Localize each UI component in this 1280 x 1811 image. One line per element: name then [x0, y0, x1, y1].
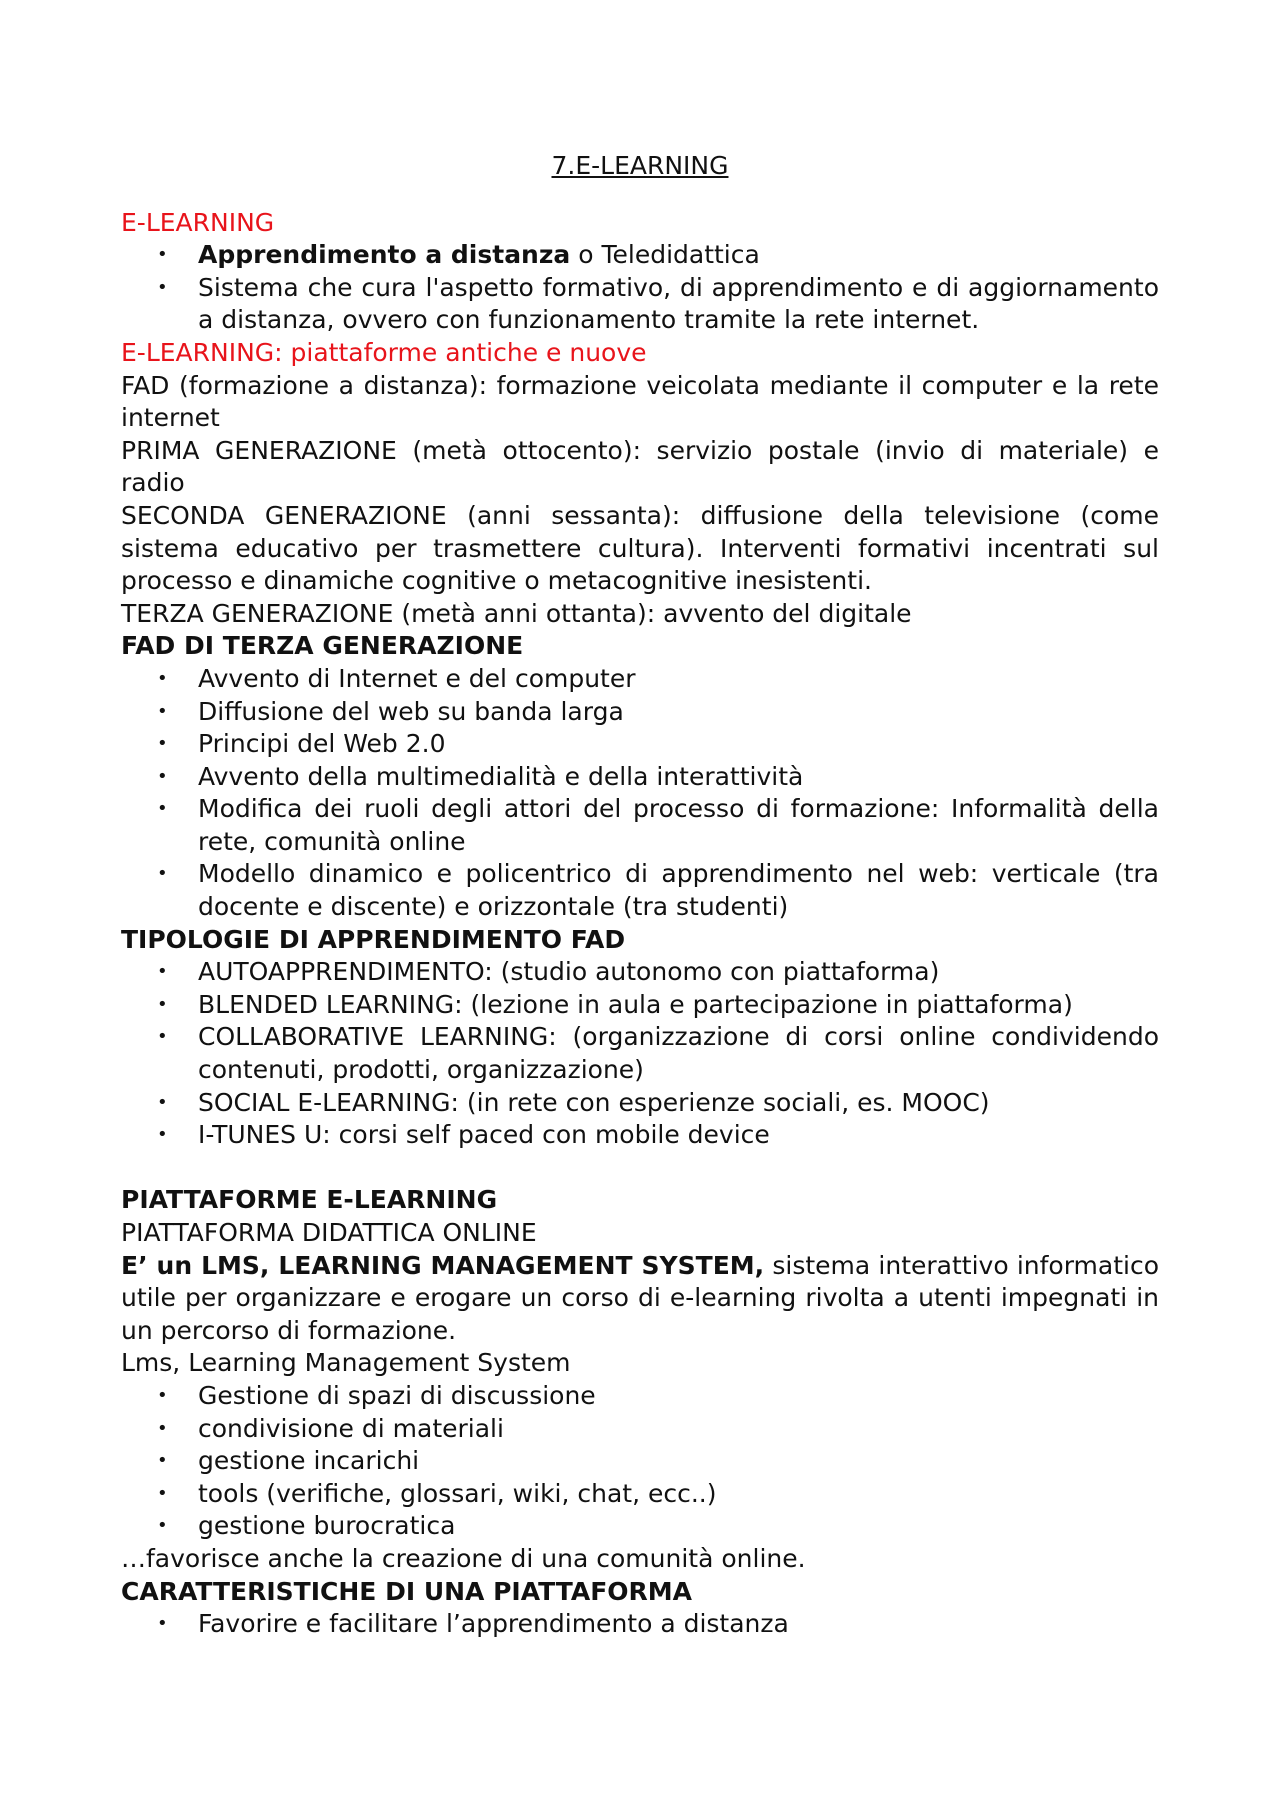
list-item: • Modello dinamico e policentrico di apprendimento nel web: verticale (tra docente e discente) e orizzontale (tra studenti) — [121, 858, 1159, 923]
list-item: • Sistema che cura l'aspetto formativo, di apprendimento e di aggiornamento a distanza, ovvero con funzionamento tramite la rete internet. — [121, 272, 1159, 337]
list-item: • Avvento di Internet e del computer — [121, 663, 1159, 696]
paragraph-closing: …favorisce anche la creazione di una comunità online. — [121, 1543, 806, 1573]
list-item: • Principi del Web 2.0 — [121, 728, 1159, 761]
list-item: • gestione burocratica — [121, 1510, 1159, 1543]
paragraph-lms — [121, 1250, 1159, 1348]
list-item: • Favorire e facilitare l’apprendimento a distanza — [121, 1608, 1159, 1641]
section-heading-fad-terza: FAD DI TERZA GENERAZIONE — [121, 631, 524, 661]
list-item: • Modifica dei ruoli degli attori del processo di formazione: Informalità della rete, comunità online — [121, 793, 1159, 858]
tipologie-list — [121, 956, 1159, 1152]
blank-line — [121, 1152, 1159, 1185]
list-item: • BLENDED LEARNING: (lezione in aula e partecipazione in piattaforma) — [121, 989, 1159, 1022]
section-heading-piattaforme: PIATTAFORME E-LEARNING — [121, 1185, 498, 1215]
paragraph-seconda-generazione: SECONDA GENERAZIONE (anni sessanta): diffusione della televisione (come sistema educativo per trasmettere cultura). Interventi formativi incentrati sul processo e dinamiche cognitive o metacognitive inesistenti. — [121, 500, 1159, 596]
subheading-piattaforma-didattica: PIATTAFORMA DIDATTICA ONLINE — [121, 1218, 537, 1247]
section-heading-tipologie: TIPOLOGIE DI APPRENDIMENTO FAD — [121, 924, 626, 954]
list-item: • Diffusione del web su banda larga — [121, 696, 1159, 729]
list-item: • gestione incarichi — [121, 1445, 1159, 1478]
bold-term: Apprendimento a distanza — [198, 240, 571, 270]
paragraph-text: sistema interattivo informatico utile per organizzare e erogare un corso di e-learning rivolta a utenti impegnati in un percorso di formazione. — [121, 1250, 1160, 1345]
item-text: o Teledidattica — [570, 240, 760, 270]
list-item: • Gestione di spazi di discussione — [121, 1380, 1159, 1413]
page-title: 7.E-LEARNING — [551, 151, 729, 180]
list-item: • condivisione di materiali — [121, 1413, 1159, 1446]
fad-terza-list — [121, 663, 1159, 924]
paragraph-terza-generazione: TERZA GENERAZIONE (metà anni ottanta): avvento del digitale — [121, 598, 912, 628]
paragraph-lms-line: Lms, Learning Management System — [121, 1348, 571, 1378]
bold-term: E’ un LMS, LEARNING MANAGEMENT SYSTEM, — [121, 1250, 765, 1280]
list-item: • I-TUNES U: corsi self paced con mobile device — [121, 1119, 1159, 1152]
caratteristiche-list — [121, 1608, 1159, 1641]
section-heading-elearning: E-LEARNING — [121, 207, 275, 237]
list-item: • tools (verifiche, glossari, wiki, chat, ecc..) — [121, 1478, 1159, 1511]
lms-features-list — [121, 1380, 1159, 1543]
paragraph-prima-generazione: PRIMA GENERAZIONE (metà ottocento): servizio postale (invio di materiale) e radio — [121, 435, 1159, 498]
list-item: • SOCIAL E-LEARNING: (in rete con esperienze sociali, es. MOOC) — [121, 1087, 1159, 1120]
list-item: • AUTOAPPRENDIMENTO: (studio autonomo con piattaforma) — [121, 956, 1159, 989]
paragraph-fad: FAD (formazione a distanza): formazione veicolata mediante il computer e la rete internet — [121, 370, 1159, 433]
section-heading-platforms: E-LEARNING: piattaforme antiche e nuove — [121, 337, 647, 367]
list-item: • Avvento della multimedialità e della interattività — [121, 761, 1159, 794]
elearning-list — [121, 239, 1159, 337]
list-item — [121, 239, 1159, 272]
list-item: • COLLABORATIVE LEARNING: (organizzazione di corsi online condividendo contenuti, prodotti, organizzazione) — [121, 1021, 1159, 1086]
section-heading-caratteristiche: CARATTERISTICHE DI UNA PIATTAFORMA — [121, 1576, 693, 1606]
